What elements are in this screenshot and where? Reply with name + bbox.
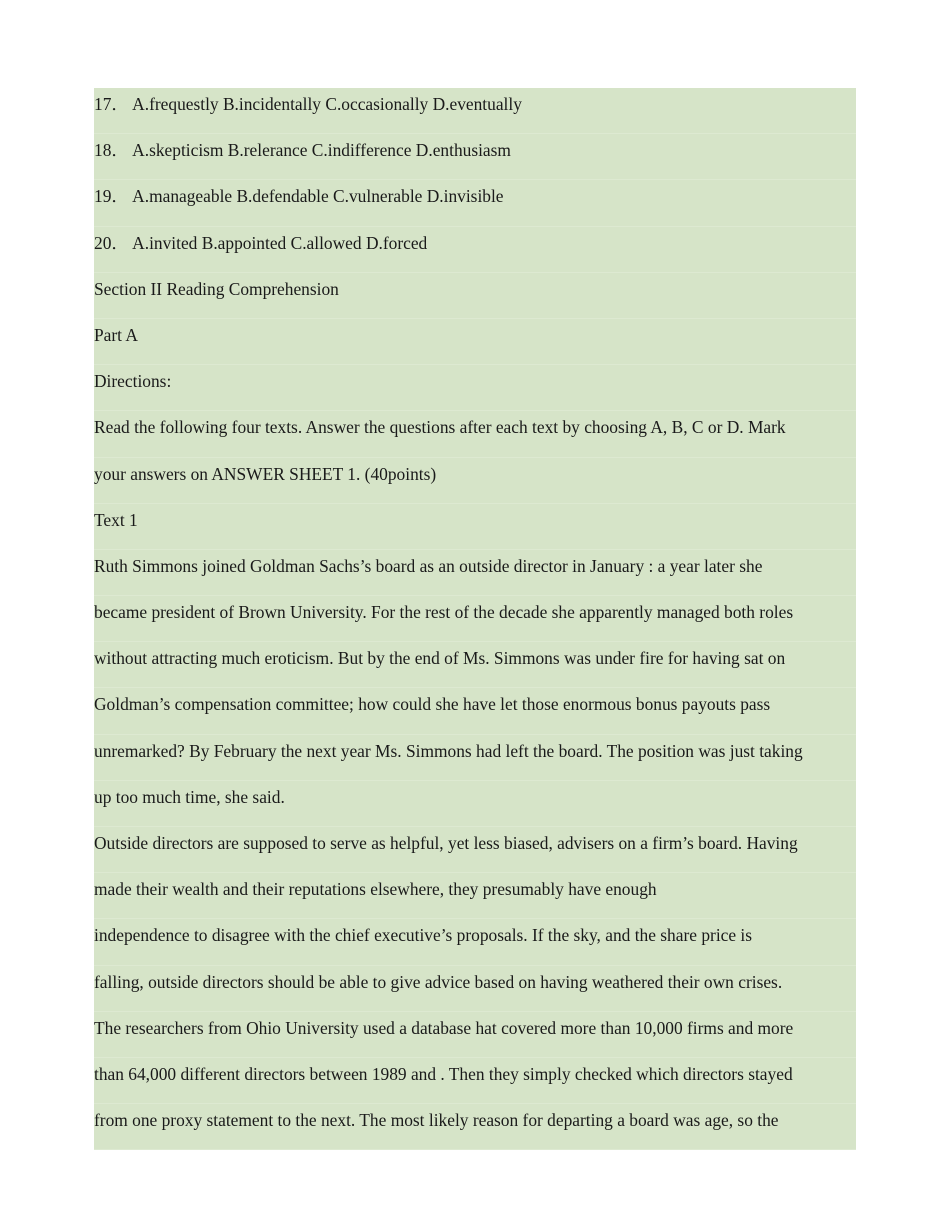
document-text-block <box>94 88 856 1150</box>
section-heading: Section II Reading Comprehension <box>94 273 856 319</box>
paragraph-line: Goldman’s compensation committee; how could she have let those enormous bonus payouts pass <box>94 688 856 734</box>
paragraph-line: than 64,000 different directors between 1989 and . Then they simply checked which directors stayed <box>94 1058 856 1104</box>
paragraph-line: from one proxy statement to the next. The most likely reason for departing a board was age, so the <box>94 1104 856 1150</box>
part-heading: Part A <box>94 319 856 365</box>
paragraph-line: falling, outside directors should be able to give advice based on having weathered their own crises. <box>94 966 856 1012</box>
question-19: 19． A.manageable B.defendable C.vulnerable D.invisible <box>94 180 856 226</box>
question-20: 20． A.invited B.appointed C.allowed D.forced <box>94 227 856 273</box>
paragraph-line: Outside directors are supposed to serve as helpful, yet less biased, advisers on a firm’s board. Having <box>94 827 856 873</box>
paragraph-line: became president of Brown University. For the rest of the decade she apparently managed both roles <box>94 596 856 642</box>
paragraph-line: without attracting much eroticism. But by the end of Ms. Simmons was under fire for having sat on <box>94 642 856 688</box>
question-17: 17． A.frequestly B.incidentally C.occasionally D.eventually <box>94 88 856 134</box>
text-heading: Text 1 <box>94 504 856 550</box>
directions-text-line: Read the following four texts. Answer the questions after each text by choosing A, B, C or D. Mark <box>94 411 856 457</box>
paragraph-line: up too much time, she said. <box>94 781 856 827</box>
directions-text-line: your answers on ANSWER SHEET 1. (40points) <box>94 458 856 504</box>
paragraph-line: The researchers from Ohio University used a database hat covered more than 10,000 firms and more <box>94 1012 856 1058</box>
paragraph-line: Ruth Simmons joined Goldman Sachs’s board as an outside director in January : a year later she <box>94 550 856 596</box>
paragraph-line: unremarked? By February the next year Ms. Simmons had left the board. The position was just taking <box>94 735 856 781</box>
paragraph-line: independence to disagree with the chief executive’s proposals. If the sky, and the share price is <box>94 919 856 965</box>
question-18: 18． A.skepticism B.relerance C.indifference D.enthusiasm <box>94 134 856 180</box>
directions-label: Directions: <box>94 365 856 411</box>
paragraph-line: made their wealth and their reputations elsewhere, they presumably have enough <box>94 873 856 919</box>
